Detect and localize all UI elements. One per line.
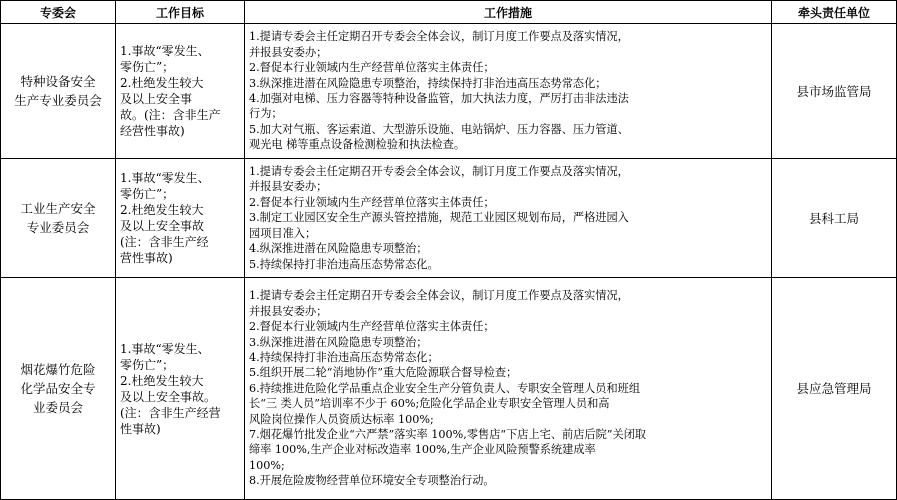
committee-line: 烟花爆竹危险 bbox=[20, 362, 96, 377]
goal-line: 1.事故“零发生、 bbox=[120, 341, 210, 356]
measure-line: 缔率 100%,生产企业对标改造率 100%,生产企业风险预警系统建成率 bbox=[249, 443, 596, 457]
measure-line: 3.纵深推进潜在风险隐患专项整治，持续保持打非治违高压态势常态化； bbox=[249, 76, 607, 90]
goal-line: 故。(注：含非生产 bbox=[120, 108, 221, 122]
goal-line: 零伤亡”； bbox=[120, 60, 175, 74]
measure-line: 5.组织开展二轮“消地协作”重大危险源联合督导检查； bbox=[249, 366, 518, 380]
goal-line: 1.事故“零发生、 bbox=[120, 44, 210, 58]
goal-line: 及以上安全事故。 bbox=[120, 389, 217, 404]
measure-line: 8.开展危险废物经营单位环境安全专项整治行动。 bbox=[249, 474, 495, 488]
measures-cell bbox=[245, 159, 772, 278]
goal-line: 经营性事故) bbox=[120, 124, 185, 138]
table-row bbox=[1, 159, 897, 278]
committee-cell bbox=[1, 159, 116, 278]
header-row bbox=[1, 1, 897, 24]
measure-line: 2.督促本行业领域内生产经营单位落实主体责任； bbox=[249, 320, 495, 334]
dept-cell: 县市场监管局 bbox=[772, 24, 897, 159]
header-committee: 专委会 bbox=[1, 1, 116, 24]
goal-line: (注：含非生产经营 bbox=[120, 405, 221, 420]
measure-line: 行为； bbox=[249, 107, 283, 121]
goal-cell bbox=[116, 24, 245, 159]
goal-line: 零伤亡”； bbox=[120, 187, 175, 201]
measure-line: 1.提请专委会主任定期召开专委会全体会议，制订月度工作要点及落实情况， bbox=[249, 289, 629, 303]
committee-line: 生产专业委员会 bbox=[14, 93, 102, 108]
measure-line: 并报县安委办； bbox=[249, 45, 328, 59]
table-row bbox=[1, 24, 897, 159]
measure-line: 6.持续推进危险化学品重点企业安全生产分管负责人、专职安全管理人员和班组 bbox=[249, 381, 641, 395]
measure-line: 100%; bbox=[249, 458, 285, 472]
measure-line: 并报县安委办； bbox=[249, 304, 328, 318]
committee-cell bbox=[1, 278, 116, 500]
measure-line: 4.纵深推进潜在风险隐患专项整治； bbox=[249, 242, 428, 256]
goal-line: 2.杜绝发生较大 bbox=[120, 373, 204, 388]
dept-cell: 县应急管理局 bbox=[772, 278, 897, 500]
header-measures: 工作措施 bbox=[245, 1, 772, 24]
measure-line: 5.加大对气瓶、客运索道、大型游乐设施、电站锅炉、压力容器、压力管道、 bbox=[249, 122, 629, 136]
goal-line: (注：含非生产经 bbox=[120, 235, 209, 249]
committee-cell bbox=[1, 24, 116, 159]
measures-cell bbox=[245, 278, 772, 500]
measure-line: 4.加强对电梯、压力容器等特种设备监管，加大执法力度，严厉打击非法违法 bbox=[249, 92, 629, 105]
committee-line: 专业委员会 bbox=[26, 220, 90, 235]
table-row bbox=[1, 278, 897, 500]
measure-line: 7.烟花爆竹批发企业“六严禁”落实率 100%,零售店“下店上宅、前店后院”关闭取 bbox=[249, 428, 647, 442]
measure-line: 4.持续保持打非治违高压态势常态化； bbox=[249, 350, 439, 364]
measure-line: 长“三 类人员”培训率不少于 60%;危险化学品企业专职安全管理人员和高 bbox=[249, 397, 610, 411]
goal-cell bbox=[116, 159, 245, 278]
committee-line: 工业生产安全 bbox=[20, 201, 96, 216]
goal-cell bbox=[116, 278, 245, 500]
goal-line: 2.杜绝发生较大 bbox=[120, 76, 204, 90]
measures-cell bbox=[245, 24, 772, 159]
measure-line: 并报县安委办； bbox=[249, 180, 328, 194]
measure-line: 2.督促本行业领域内生产经营单位落实主体责任； bbox=[249, 195, 495, 209]
measure-line: 2.督促本行业领域内生产经营单位落实主体责任； bbox=[249, 61, 495, 75]
header-goal: 工作目标 bbox=[116, 1, 245, 24]
goal-line: 性事故) bbox=[120, 421, 161, 436]
measure-line: 观光电 梯等重点设备检测检验和执法检查。 bbox=[249, 138, 466, 152]
goal-line: 营性事故) bbox=[120, 251, 173, 265]
dept-cell: 县科工局 bbox=[772, 159, 897, 278]
measure-line: 3.纵深推进潜在风险隐患专项整治； bbox=[249, 335, 428, 349]
header-dept: 牵头责任单位 bbox=[772, 1, 897, 24]
goal-line: 1.事故“零发生、 bbox=[120, 171, 210, 185]
measure-line: 园项目准入； bbox=[249, 226, 317, 240]
committee-line: 特种设备安全 bbox=[20, 74, 96, 89]
goal-line: 及以上安全事 bbox=[120, 92, 193, 106]
goal-line: 及以上安全事故 bbox=[120, 219, 205, 233]
goal-line: 2.杜绝发生较大 bbox=[120, 203, 204, 217]
committee-line: 化学品安全专 bbox=[20, 381, 96, 396]
measure-line: 风险岗位操作人员资质达标率 100%; bbox=[249, 412, 434, 426]
measure-line: 1.提请专委会主任定期召开专委会全体会议，制订月度工作要点及落实情况， bbox=[249, 30, 629, 44]
goal-line: 零伤亡”； bbox=[120, 357, 175, 372]
measure-line: 3.制定工业园区安全生产源头管控措施，规范工业园区规划布局，严格进园入 bbox=[249, 211, 629, 225]
measure-line: 5.持续保持打非治违高压态势常态化。 bbox=[249, 257, 439, 271]
measure-line: 1.提请专委会主任定期召开专委会全体会议，制订月度工作要点及落实情况， bbox=[249, 165, 629, 179]
committee-line: 业委员会 bbox=[32, 400, 83, 415]
